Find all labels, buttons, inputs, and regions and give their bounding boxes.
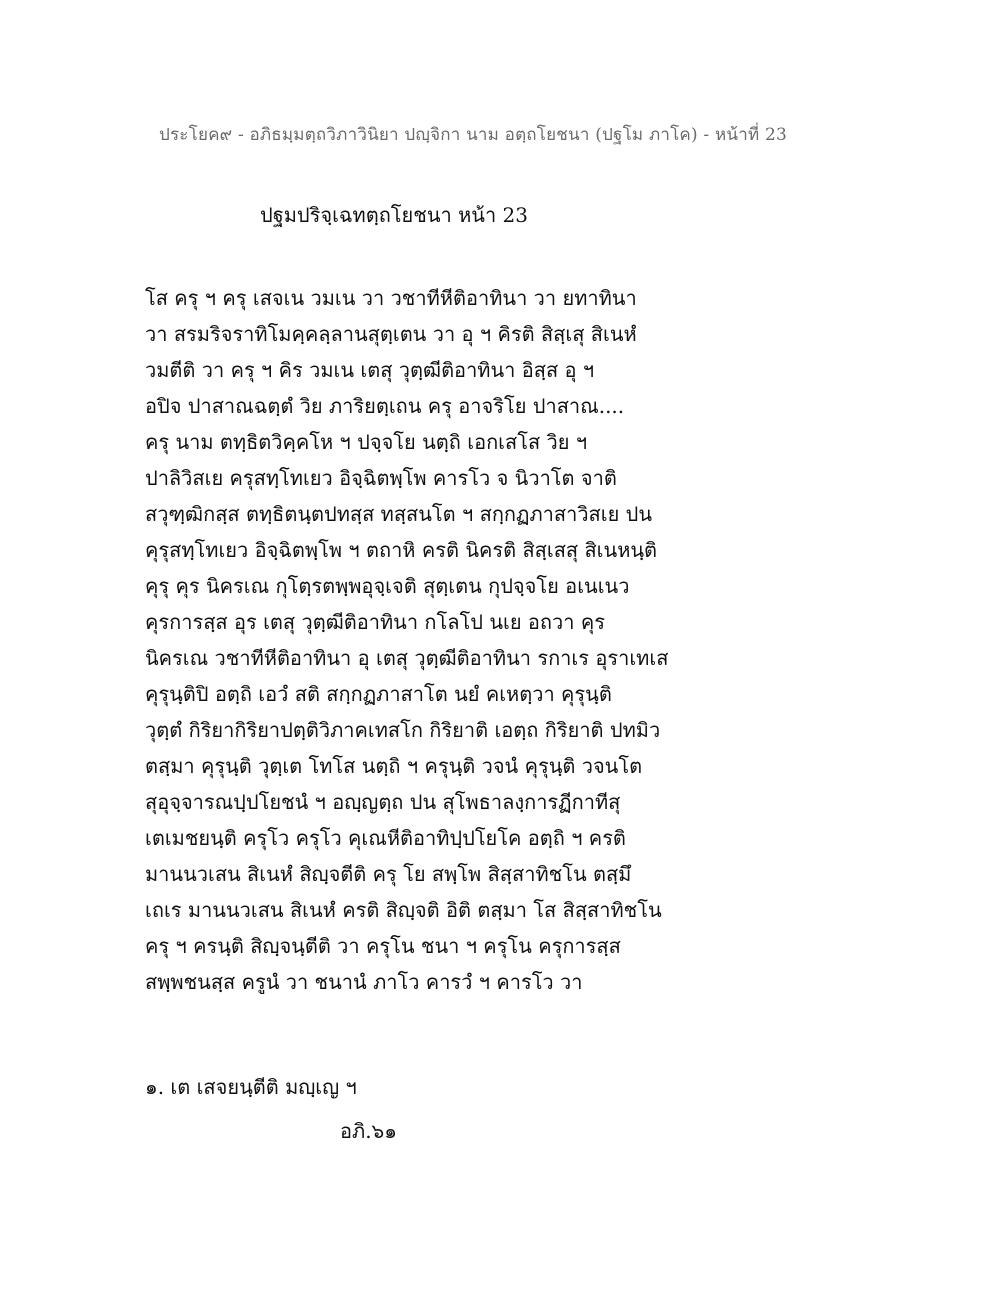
body-line: คุรการสฺส อุร เตสุ วุตฺฒีติอาทินา กโลโป นเย อถวา คุร <box>145 610 605 634</box>
body-line: มานนวเสน สิเนหํ สิญฺจตีติ ครุ โย สพฺโพ สิสฺสาทิชโน ตสฺมึ <box>145 862 632 886</box>
page-reference: อภิ.๖๑ <box>340 1119 397 1143</box>
body-line: เถเร มานนวเสน สิเนหํ ครติ สิญฺจติ อิติ ตสฺมา โส สิสฺสาทิชโน <box>145 898 662 922</box>
body-line: คุรุสทฺโทเยว อิจฺฉิตพฺโพ ฯ ตถาหิ ครติ นิครติ สิสฺเสสุ สิเนหนฺติ <box>145 538 658 562</box>
footnote: ๑. เต เสจยนฺตีติ มญฺเญ ฯ <box>145 1075 357 1099</box>
body-line: เตเมชยนฺติ ครุโว ครุโว คุเณหีติอาทิปฺปโยโค อตฺถิ ฯ ครติ <box>145 826 626 850</box>
body-line: วา สรมริจราทิโมคฺคลฺลานสุตฺเตน วา อุ ฯ คิรติ สิสฺเสุ สิเนหํ <box>145 322 637 346</box>
body-line: วมตีติ วา ครุ ฯ คิร วมเน เตสุ วุตฺฒีติอาทินา อิสฺส อุ ฯ <box>145 358 595 382</box>
running-header: ประโยค๙ - อภิธมฺมตฺถวิภาวินิยา ปญฺจิกา นาม อตฺถโยชนา (ปฐโม ภาโค) - หน้าที่ 23 <box>158 125 787 145</box>
body-line: ครุ ฯ ครนฺติ สิญฺจนฺตีติ วา ครุโน ชนา ฯ ครุโน ครุการสฺส <box>145 934 621 958</box>
body-line: ครุ นาม ตทฺธิตวิคฺคโห ฯ ปจฺจโย นตฺถิ เอกเสโส วิย ฯ <box>145 430 588 454</box>
body-line: สวุฑฺฒิกสฺส ตทฺธิตนฺตปทสฺส ทสฺสนโต ฯ สกฺกฏภาสาวิสเย ปน <box>145 502 653 526</box>
body-line: สพฺพชนสฺส ครูนํ วา ชนานํ ภาโว คารวํ ฯ คารโว วา <box>145 970 583 994</box>
body-text <box>145 280 865 1000</box>
body-line: ตสฺมา คุรุนฺติ วุตฺเต โทโส นตฺถิ ฯ ครุนฺติ วจนํ คุรุนฺติ วจนโต <box>145 754 643 778</box>
body-line: คุรุนฺติปิ อตฺถิ เอวํ สติ สกฺกฏภาสาโต นยํ คเหตฺวา คุรุนฺติ <box>145 682 612 706</box>
body-line: วุตฺตํ กิริยากิริยาปตฺติวิภาคเทสโก กิริยาติ เอตฺถ กิริยาติ ปทมิว <box>145 718 661 742</box>
body-line: นิครเณ วชาทีหีติอาทินา อุ เตสุ วุตฺฒีติอาทินา รกาเร อุราเทเส <box>145 646 669 670</box>
body-line: อปิจ ปาสาณฉตฺตํ วิย ภาริยตฺเถน ครุ อาจริโย ปาสาณ.... <box>145 394 625 418</box>
body-line: คุรุ คุร นิครเณ กุโตฺรตพฺพอุจฺเจติ สุตฺเตน กุปจฺจโย อเนเนว <box>145 574 630 598</box>
section-title: ปฐมปริจฺเฉทตฺถโยชนา หน้า 23 <box>260 203 528 227</box>
body-line: ปาลิวิสเย ครุสทฺโทเยว อิจฺฉิตพฺโพ คารโว จ นิวาโต จาติ <box>145 466 617 490</box>
body-line: สุอุจฺจารณปฺปโยชนํ ฯ อญฺญตฺถ ปน สุโพธาลงฺการฏีกาทีสุ <box>145 790 621 814</box>
body-line: โส ครุ ฯ ครุ เสจเน วมเน วา วชาทีหีติอาทินา วา ยทาทินา <box>145 286 637 310</box>
